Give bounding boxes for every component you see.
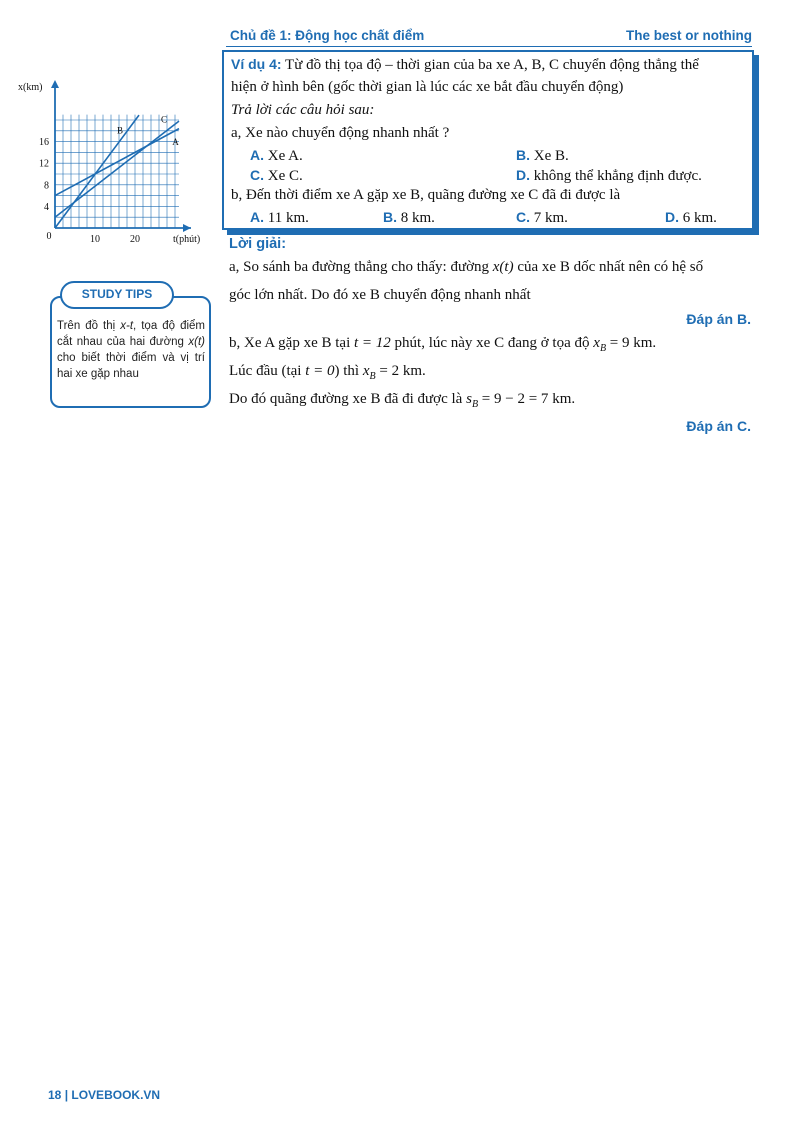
series-line-b	[55, 115, 139, 228]
page-number: 18	[48, 1088, 62, 1102]
question-stem-line-1	[231, 56, 699, 74]
page-header	[226, 26, 752, 46]
a-option-c: C. Xe C.	[250, 167, 303, 184]
topic-title: Chủ đề 1: Động học chất điểm	[230, 28, 425, 43]
y-tick-label: 8	[44, 180, 49, 192]
answer-b: Đáp án C.	[686, 418, 751, 434]
xt-graph	[14, 76, 220, 246]
question-part-b: b, Đến thời điểm xe A gặp xe B, quãng đường xe C đã đi được là	[231, 187, 621, 203]
series-line-c	[55, 129, 179, 196]
study-tips-title: STUDY TIPS	[60, 281, 174, 309]
question-stem-2: hiện ở hình bên (gốc thời gian là lúc các xe bắt đầu chuyển động)	[231, 79, 624, 95]
y-tick-label: 12	[39, 158, 49, 170]
y-tick-label: 16	[39, 137, 49, 149]
answer-a: Đáp án B.	[686, 311, 751, 327]
series-label-a: A	[172, 136, 179, 147]
y-axis-label: x(km)	[18, 82, 43, 93]
x-axis-label: t(phút)	[173, 234, 201, 245]
a-option-a: A. Xe A.	[250, 147, 303, 164]
origin-label: 0	[46, 231, 52, 242]
series-label-c: C	[161, 114, 168, 125]
study-tips-text: Trên đồ thị x-t, tọa độ điểm cắt nhau của hai đường x(t) cho biết thời điểm và vị trí hai xe gặp nhau	[57, 320, 205, 380]
y-tick-label: 4	[44, 201, 49, 213]
b-option-b: B. 8 km.	[383, 209, 435, 226]
page-footer: 18 | LOVEBOOK.VN	[48, 1088, 161, 1102]
solution-label: Lời giải:	[229, 236, 287, 252]
y-axis-arrow	[51, 80, 59, 88]
header-rule	[226, 46, 752, 47]
solution-b-line-2: Lúc đầu (tại t = 0) thì $x_B = 2$ km.	[229, 363, 426, 382]
footer-site: LOVEBOOK.VN	[71, 1088, 161, 1102]
x-tick-label: 10	[90, 234, 100, 245]
question-label: Ví dụ 4:	[231, 56, 282, 72]
a-option-d: D. không thể khẳng định được.	[516, 167, 702, 184]
x-axis-arrow	[183, 224, 191, 232]
solution-b-line-1: b, Xe A gặp xe B tại t = 12 phút, lúc này xe C đang ở tọa độ $x_B = 9$ km.	[229, 335, 657, 354]
question-stem-1: Từ đồ thị tọa độ – thời gian của ba xe A, B, C chuyển động thẳng thể	[281, 57, 699, 73]
series-label-b: B	[117, 125, 124, 136]
solution-a-line-2: góc lớn nhất. Do đó xe B chuyển động nhanh nhất	[229, 287, 531, 303]
a-option-b: B. Xe B.	[516, 147, 569, 164]
question-box	[222, 50, 754, 230]
question-part-a: a, Xe nào chuyển động nhanh nhất ?	[231, 125, 450, 141]
solution-b-line-3: Do đó quãng đường xe B đã đi được là $s_B = 9 - 2 = 7$ km.	[229, 391, 576, 410]
b-option-d: D. 6 km.	[665, 209, 717, 226]
x-tick-label: 20	[130, 234, 140, 245]
question-instruction: Trả lời các câu hỏi sau:	[231, 102, 375, 118]
b-option-a: A. 11 km.	[250, 209, 309, 226]
solution-a-line-1: a, So sánh ba đường thẳng cho thấy: đường x(t) của xe B dốc nhất nên có hệ số	[229, 259, 704, 275]
b-option-c: C. 7 km.	[516, 209, 568, 226]
slogan: The best or nothing	[626, 28, 752, 43]
